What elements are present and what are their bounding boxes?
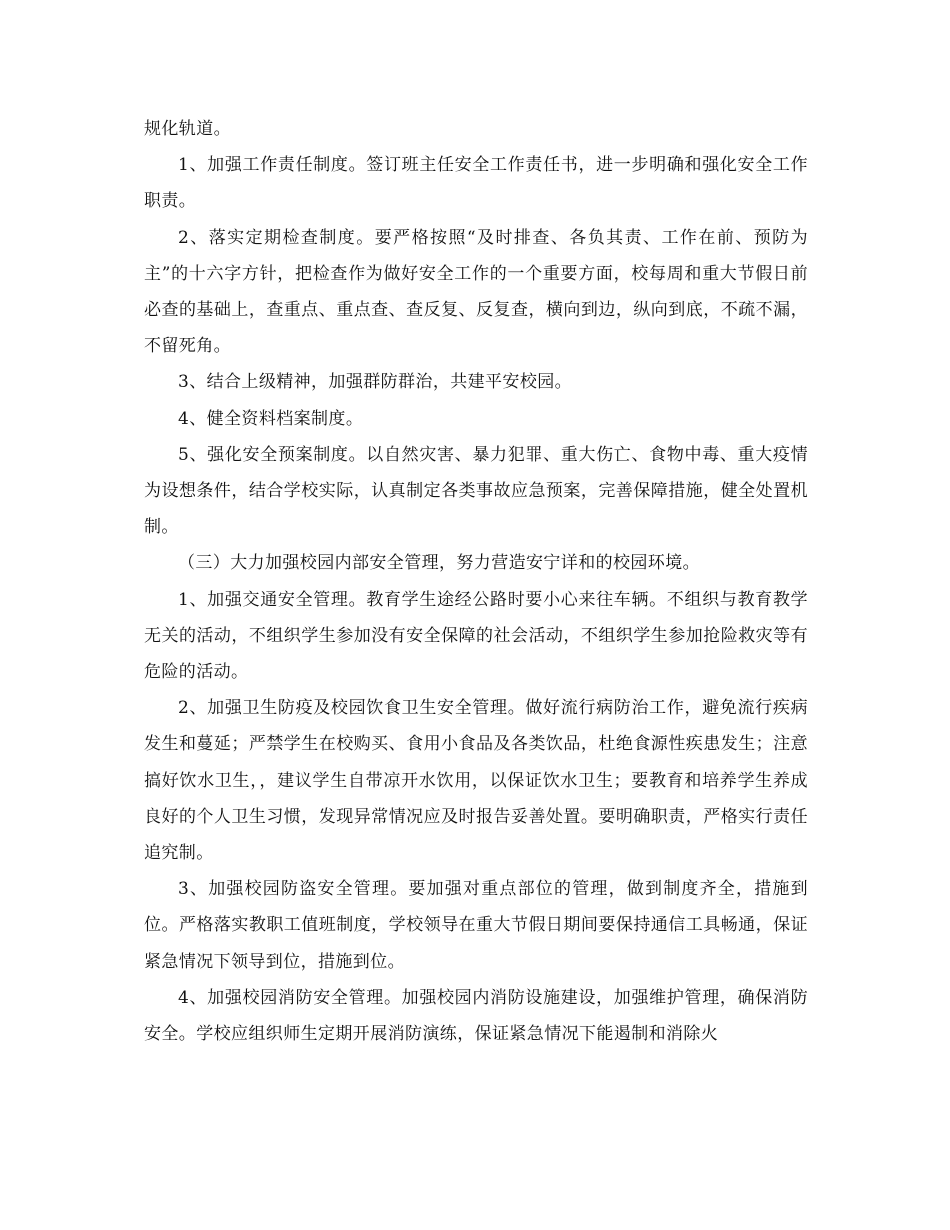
- paragraph-fire-safety: 4、加强校园消防安全管理。加强校园内消防设施建设，加强维护管理，确保消防安全。学校应组织师生定期开展消防演练，保证紧急情况下能遏制和消除火: [144, 987, 808, 1045]
- paragraph-health-food-safety: 2、加强卫生防疫及校园饮食卫生安全管理。做好流行病防治工作，避免流行疾病发生和蔓延；严禁学生在校购买、食用小食品及各类饮品，杜绝食源性疾患发生；注意搞好饮水卫生，，建议学生自带凉开水饮用，以保证饮水卫生；要教育和培养学生养成良好的个人卫生习惯，发现异常情况应及时报告妥善处置。要明确职责，严格实行责任追究制。: [144, 698, 808, 864]
- paragraph-archive-system: 4、健全资料档案制度。: [178, 408, 364, 429]
- paragraph-group-prevention: 3、结合上级精神，加强群防群治，共建平安校园。: [178, 372, 573, 393]
- document-body: [144, 111, 808, 1052]
- paragraph-emergency-plan: 5、强化安全预案制度。以自然灾害、暴力犯罪、重大伤亡、食物中毒、重大疫情为设想条件，结合学校实际，认真制定各类事故应急预案，完善保障措施，健全处置机制。: [144, 444, 808, 538]
- paragraph-continuation: 规化轨道。: [144, 119, 231, 139]
- paragraph-inspection-system: 2、落实定期检查制度。要严格按照“及时排查、各负其责、工作在前、预防为主”的十六字方针，把检查作为做好安全工作的一个重要方面，校每周和重大节假日前必查的基础上，查重点、重点查、查反复、反复查，横向到边，纵向到底，不疏不漏，不留死角。: [144, 227, 808, 357]
- section-heading-internal-safety: （三）大力加强校园内部安全管理，努力营造安宁详和的校园环境。: [178, 553, 700, 574]
- paragraph-responsibility-system: 1、加强工作责任制度。签订班主任安全工作责任书，进一步明确和强化安全工作职责。: [144, 155, 808, 212]
- paragraph-traffic-safety: 1、加强交通安全管理。教育学生途经公路时要小心来往车辆。不组织与教育教学无关的活动，不组织学生参加没有安全保障的社会活动，不组织学生参加抢险救灾等有危险的活动。: [144, 589, 808, 683]
- paragraph-anti-theft: 3、加强校园防盗安全管理。要加强对重点部位的管理，做到制度齐全，措施到位。严格落实教职工值班制度，学校领导在重大节假日期间要保持通信工具畅通，保证紧急情况下领导到位，措施到位。: [144, 879, 808, 972]
